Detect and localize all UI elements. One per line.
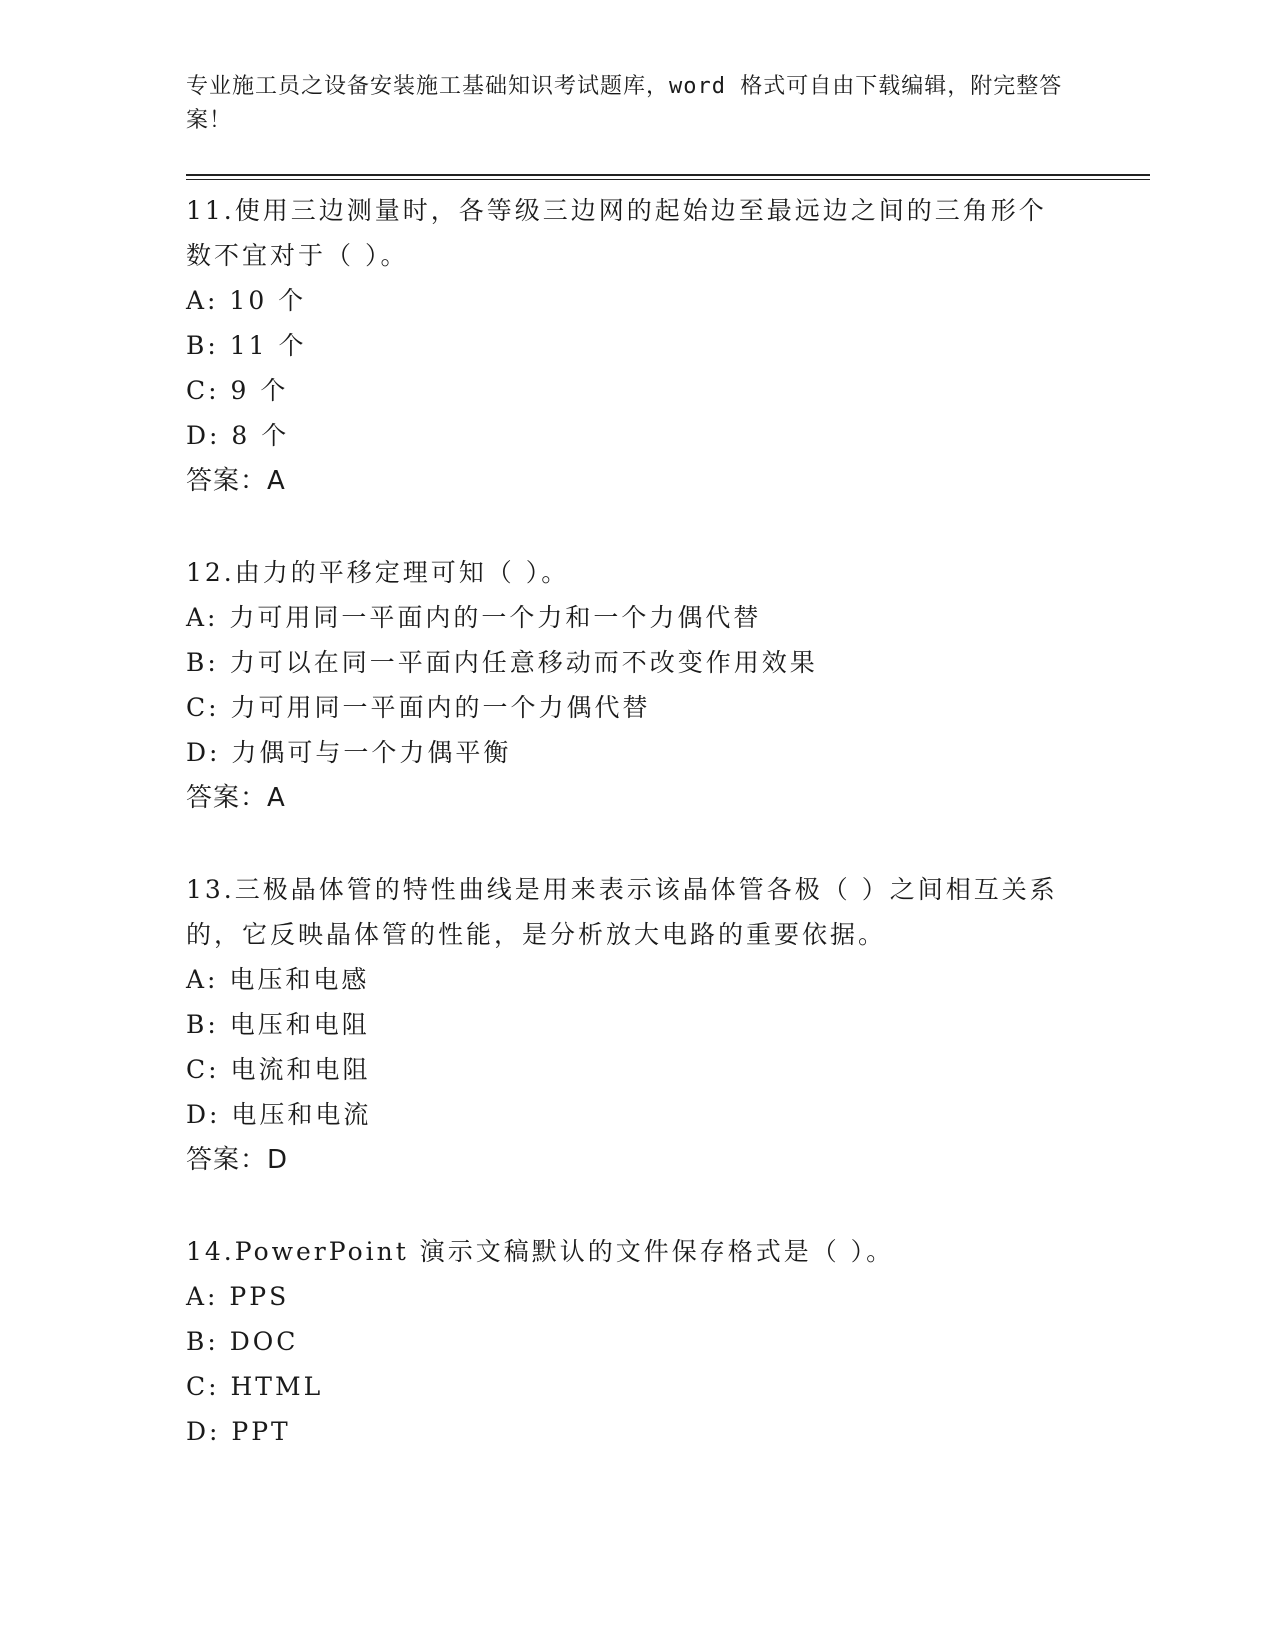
- question-stem: 12.由力的平移定理可知（ ）。: [186, 558, 570, 587]
- question-stem: 13.三极晶体管的特性曲线是用来表示该晶体管各极（ ）之间相互关系的，它反映晶体管的性能，是分析放大电路的重要依据。: [186, 875, 1058, 949]
- option-d: D: 8 个: [186, 421, 290, 450]
- option-c: C: 9 个: [186, 376, 289, 405]
- answer-line: 答案：A: [186, 783, 286, 813]
- divider-thick-line: [186, 174, 1150, 176]
- option-c: C: HTML: [186, 1372, 324, 1401]
- option-d: D: 力偶可与一个力偶平衡: [186, 738, 512, 767]
- header-divider: [186, 174, 1150, 180]
- option-a: A: PPS: [186, 1282, 290, 1311]
- document-page: [186, 70, 1146, 1500]
- divider-thin-line: [186, 179, 1150, 180]
- option-b: B: 力可以在同一平面内任意移动而不改变作用效果: [186, 648, 818, 677]
- document-header: 专业施工员之设备安装施工基础知识考试题库，word 格式可自由下载编辑，附完整答案！: [186, 74, 1063, 133]
- answer-line: 答案：D: [186, 1145, 289, 1175]
- option-a: A: 电压和电感: [186, 965, 370, 994]
- question-stem: 11.使用三边测量时，各等级三边网的起始边至最远边之间的三角形个数不宜对于（ ）。: [186, 196, 1047, 270]
- answer-line: 答案：A: [186, 466, 286, 496]
- question-12: [186, 550, 1146, 821]
- option-c: C: 电流和电阻: [186, 1055, 371, 1084]
- question-14: [186, 1229, 1146, 1454]
- question-stem: 14.PowerPoint 演示文稿默认的文件保存格式是（ ）。: [186, 1237, 895, 1266]
- option-c: C: 力可用同一平面内的一个力偶代替: [186, 693, 651, 722]
- option-a: A: 力可用同一平面内的一个力和一个力偶代替: [186, 603, 762, 632]
- option-d: D: PPT: [186, 1417, 291, 1446]
- question-list: [186, 188, 1146, 1454]
- option-d: D: 电压和电流: [186, 1100, 372, 1129]
- option-a: A: 10 个: [186, 286, 307, 315]
- option-b: B: 11 个: [186, 331, 307, 360]
- option-b: B: DOC: [186, 1327, 299, 1356]
- question-13: [186, 867, 1146, 1183]
- question-11: [186, 188, 1146, 504]
- option-b: B: 电压和电阻: [186, 1010, 370, 1039]
